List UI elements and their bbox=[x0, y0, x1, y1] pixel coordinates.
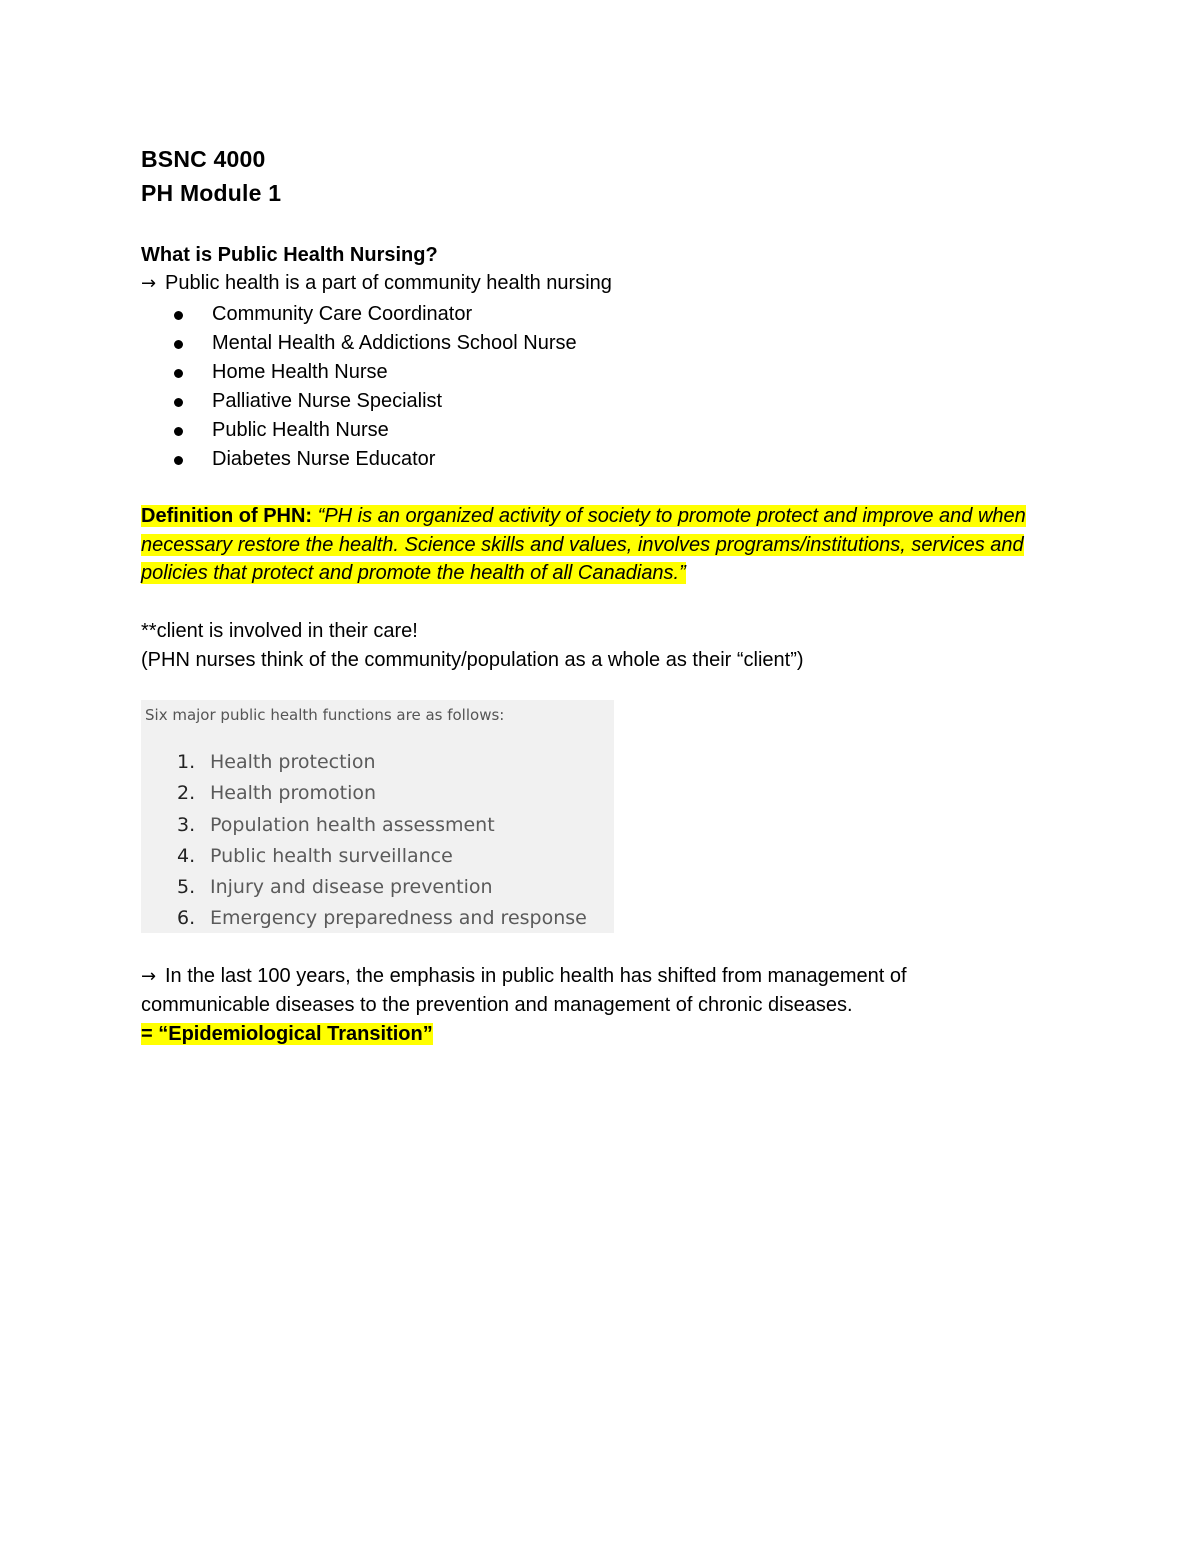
list-item bbox=[141, 842, 587, 873]
role-label: Diabetes Nurse Educator bbox=[212, 448, 436, 470]
list-item bbox=[141, 748, 587, 779]
list-item bbox=[170, 416, 577, 445]
module-title: PH Module 1 bbox=[141, 180, 282, 206]
list-item bbox=[170, 445, 577, 474]
bullet-icon bbox=[174, 340, 183, 349]
item-number: 2. bbox=[177, 782, 196, 805]
list-item bbox=[170, 358, 577, 387]
item-number: 4. bbox=[177, 844, 196, 867]
function-label: Emergency preparedness and response bbox=[210, 907, 587, 930]
list-item bbox=[141, 779, 587, 810]
functions-screenshot bbox=[141, 700, 614, 933]
phn-definition bbox=[141, 502, 1051, 588]
arrow-right-icon: → bbox=[141, 273, 157, 294]
role-label: Mental Health & Addictions School Nurse bbox=[212, 332, 577, 354]
role-label: Home Health Nurse bbox=[212, 361, 388, 383]
nursing-roles-list bbox=[170, 300, 577, 474]
function-label: Health promotion bbox=[210, 782, 377, 805]
list-item bbox=[170, 329, 577, 358]
epidemiological-transition bbox=[141, 1020, 433, 1049]
arrow-right-icon: → bbox=[141, 966, 157, 987]
item-number: 6. bbox=[177, 907, 196, 930]
list-item bbox=[141, 904, 587, 935]
definition-label: Definition of PHN: bbox=[141, 505, 313, 527]
function-label: Health protection bbox=[210, 751, 376, 773]
list-item bbox=[141, 873, 587, 904]
community-health-text: Public health is a part of community health nursing bbox=[165, 272, 612, 294]
transition-label: = “Epidemiological Transition” bbox=[141, 1023, 433, 1045]
item-number: 5. bbox=[177, 876, 196, 899]
item-number: 3. bbox=[177, 813, 196, 836]
definition-text: “PH is an organized activity of society to promote protect and improve and when necessary restore the health. Science skills and values, involves programs/institutions, services and policies that protect and promote the health of all Canadians.” bbox=[141, 505, 1026, 584]
function-label: Public health surveillance bbox=[210, 844, 453, 867]
bullet-icon bbox=[174, 311, 183, 320]
role-label: Community Care Coordinator bbox=[212, 303, 473, 325]
role-label: Palliative Nurse Specialist bbox=[212, 390, 443, 412]
list-item bbox=[170, 300, 577, 329]
functions-list bbox=[141, 748, 587, 936]
list-item bbox=[141, 811, 587, 842]
bullet-icon bbox=[174, 427, 183, 436]
role-label: Public Health Nurse bbox=[212, 419, 389, 441]
client-note-line: (PHN nurses think of the community/population as a whole as their “client”) bbox=[141, 649, 804, 671]
bullet-icon bbox=[174, 398, 183, 407]
shift-text: In the last 100 years, the emphasis in public health has shifted from management of communicable diseases to the prevention and management of chronic diseases. bbox=[141, 965, 907, 1016]
list-item bbox=[170, 387, 577, 416]
section-heading: What is Public Health Nursing? bbox=[141, 244, 438, 266]
course-code: BSNC 4000 bbox=[141, 146, 266, 172]
function-label: Injury and disease prevention bbox=[210, 876, 493, 899]
epidemiological-shift-paragraph bbox=[141, 962, 1041, 1020]
client-note-line: **client is involved in their care! bbox=[141, 620, 418, 642]
bullet-icon bbox=[174, 456, 183, 465]
bullet-icon bbox=[174, 369, 183, 378]
community-health-statement bbox=[141, 272, 612, 295]
function-label: Population health assessment bbox=[210, 813, 495, 836]
functions-intro: Six major public health functions are as follows: bbox=[145, 706, 505, 724]
item-number: 1. bbox=[177, 751, 196, 773]
client-note bbox=[141, 617, 804, 675]
